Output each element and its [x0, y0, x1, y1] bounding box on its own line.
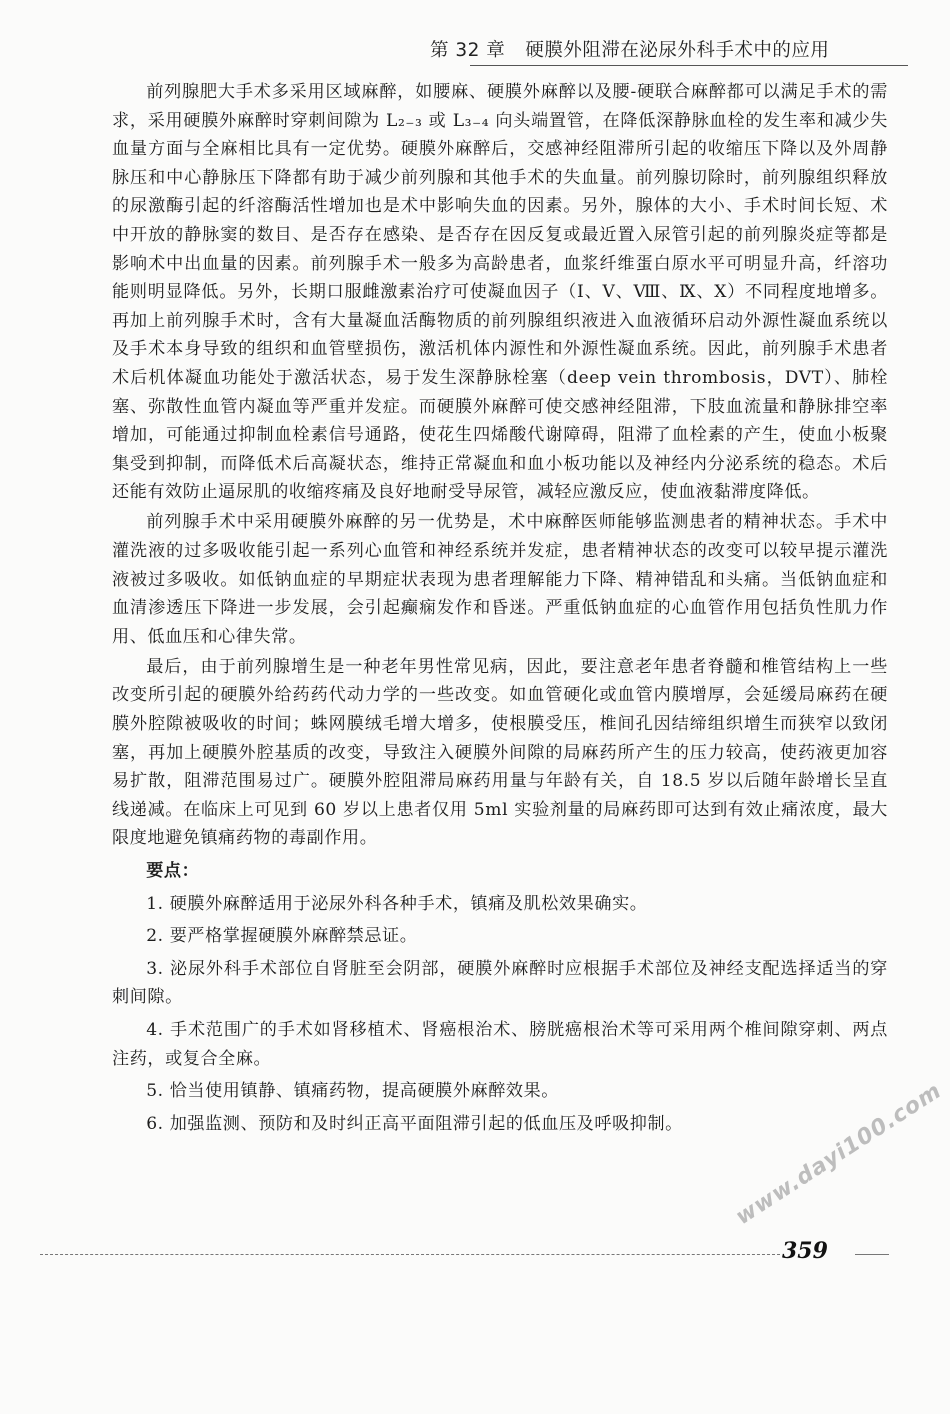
key-point-5: 5. 恰当使用镇静、镇痛药物，提高硬膜外麻醉效果。 [146, 1081, 559, 1102]
header-rule [470, 65, 908, 66]
running-head [430, 36, 900, 62]
key-point-6: 6. 加强监测、预防和及时纠正高平面阻滞引起的低血压及呼吸抑制。 [146, 1113, 683, 1134]
chapter-number: 第 32 章 [430, 40, 506, 61]
footer-rule-right [855, 1254, 889, 1255]
key-point-1: 1. 硬膜外麻醉适用于泌尿外科各种手术，镇痛及肌松效果确实。 [146, 893, 648, 914]
key-point-3: 3. 泌尿外科手术部位自肾脏至会阴部，硬膜外麻醉时应根据手术部位及神经支配选择适当的穿刺间隙。 [112, 958, 888, 1008]
body-text [112, 78, 888, 1142]
key-point-2: 2. 要严格掌握硬膜外麻醉禁忌证。 [146, 926, 418, 947]
key-points-list [112, 890, 888, 1139]
footer-rule [40, 1254, 780, 1255]
paragraph-3: 最后，由于前列腺增生是一种老年男性常见病，因此，要注意老年患者脊髓和椎管结构上一些改变所引起的硬膜外给药药代动力学的一些改变。如血管硬化或血管内膜增厚，会延缓局麻药在硬膜外腔隙被吸收的时间；蛛网膜绒毛增大增多，使根膜受压，椎间孔因结缔组织增生而狭窄以致闭塞，再加上硬膜外腔基质的改变，导致注入硬膜外间隙的局麻药所产生的压力较高，使药液更加容易扩散，阻滞范围易过广。硬膜外腔阻滞局麻药用量与年龄有关，自 18.5 岁以后随年龄增长呈直线递减。在临床上可见到 60 岁以上患者仅用 5ml 实验剂量的局麻药即可达到有效止痛浓度，最大限度地避免镇痛药物的毒副作用。 [112, 656, 888, 849]
chapter-title: 硬膜外阻滞在泌尿外科手术中的应用 [525, 40, 830, 61]
paragraph-1: 前列腺肥大手术多采用区域麻醉，如腰麻、硬膜外麻醉以及腰-硬联合麻醉都可以满足手术的需求，采用硬膜外麻醉时穿刺间隙为 L₂₋₃ 或 L₃₋₄ 向头端置管，在降低深静脉血栓的发生率和减少失血量方面与全麻相比具有一定优势。硬膜外麻醉后，交感神经阻滞所引起的收缩压下降以及外周静脉压和中心静脉压下降都有助于减少前列腺和其他手术的失血量。前列腺切除时，前列腺组织释放的尿激酶引起的纤溶酶活性增加也是术中影响失血的因素。另外，腺体的大小、手术时间长短、术中开放的静脉窦的数目、是否存在感染、是否存在因反复或最近置入尿管引起的前列腺炎症等都是影响术中出血量的因素。前列腺手术一般多为高龄患者，血浆纤维蛋白原水平可明显升高，纤溶功能则明显降低。另外，长期口服雌激素治疗可使凝血因子（Ⅰ、Ⅴ、Ⅷ、Ⅸ、Ⅹ）不同程度地增多。再加上前列腺手术时，含有大量凝血活酶物质的前列腺组织液进入血液循环启动外源性凝血系统以及手术本身导致的组织和血管壁损伤，激活机体内源性和外源性凝血系统。因此，前列腺手术患者术后机体凝血功能处于激活状态，易于发生深静脉栓塞（deep vein thrombosis，DVT）、肺栓塞、弥散性血管内凝血等严重并发症。而硬膜外麻醉可使交感神经阻滞，下肢血流量和静脉排空率增加，可能通过抑制血栓素信号通路，使花生四烯酸代谢障碍，阻滞了血栓素的产生，使血小板聚集受到抑制，而降低术后高凝状态，维持正常凝血和血小板功能以及神经内分泌系统的稳态。术后还能有效防止逼尿肌的收缩疼痛及良好地耐受导尿管，减轻应激反应，使血液黏滞度降低。 [112, 82, 888, 503]
key-point-4: 4. 手术范围广的手术如肾移植术、肾癌根治术、膀胱癌根治术等可采用两个椎间隙穿刺、两点注药，或复合全麻。 [112, 1020, 888, 1069]
page-number: 359 [782, 1238, 828, 1264]
watermark: www.dayi100.com [731, 1078, 947, 1230]
paragraph-2: 前列腺手术中采用硬膜外麻醉的另一优势是，术中麻醉医师能够监测患者的精神状态。手术中灌洗液的过多吸收能引起一系列心血管和神经系统并发症，患者精神状态的改变可以较早提示灌洗液被过多吸收。如低钠血症的早期症状表现为患者理解能力下降、精神错乱和头痛。当低钠血症和血清渗透压下降进一步发展，会引起癫痫发作和昏迷。严重低钠血症的心血管作用包括负性肌力作用、低血压和心律失常。 [112, 512, 888, 647]
key-points-heading: 要点： [146, 861, 200, 882]
